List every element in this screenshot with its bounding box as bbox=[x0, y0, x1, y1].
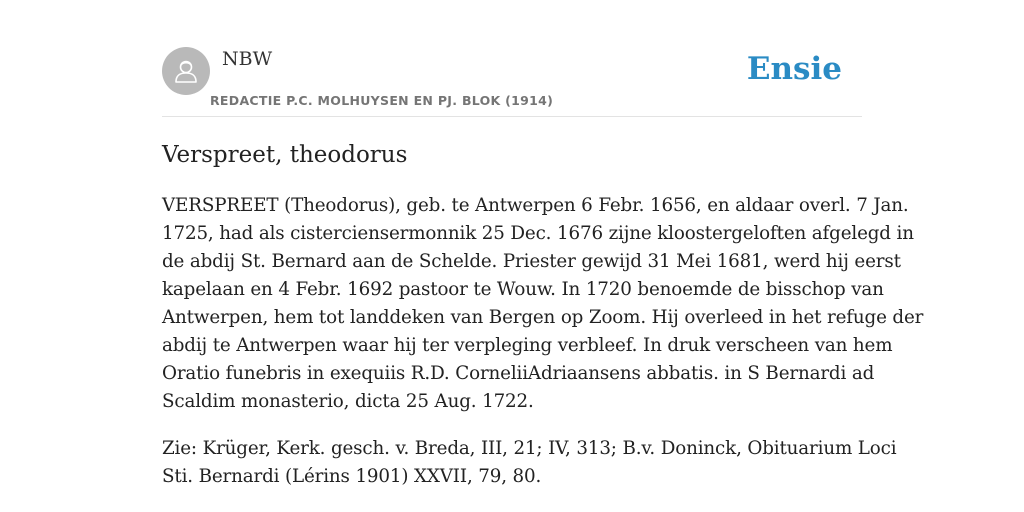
article-paragraph bbox=[162, 192, 924, 416]
author-name[interactable]: NBW bbox=[222, 48, 273, 70]
text-line: Oratio funebris in exequiis R.D. CorneliiAdriaansens abbatis. in S Bernardi ad bbox=[162, 363, 875, 384]
header bbox=[162, 0, 862, 117]
text-line: Sti. Bernardi (Lérins 1901) XXVII, 79, 80. bbox=[162, 466, 542, 487]
text-line: de abdij St. Bernard aan de Schelde. Priester gewijd 31 Mei 1681, werd hij eerst bbox=[162, 251, 901, 272]
article-body bbox=[162, 192, 924, 491]
text-line: Antwerpen, hem tot landdeken van Bergen op Zoom. Hij overleed in het refuge der bbox=[162, 307, 924, 328]
text-line: Scaldim monasterio, dicta 25 Aug. 1722. bbox=[162, 391, 534, 412]
text-line: 1725, had als cisterciensermonnik 25 Dec. 1676 zijne kloostergeloften afgelegd in bbox=[162, 223, 914, 244]
article-title: Verspreet, theodorus bbox=[162, 142, 408, 168]
user-icon bbox=[162, 47, 210, 95]
author-subtitle: REDACTIE P.C. MOLHUYSEN EN PJ. BLOK (1914) bbox=[210, 93, 554, 108]
ensie-logo[interactable]: Ensie bbox=[746, 51, 842, 87]
text-line: abdij te Antwerpen waar hij ter verpleging verbleef. In druk verscheen van hem bbox=[162, 335, 893, 356]
author-avatar[interactable] bbox=[162, 47, 210, 95]
text-line: Zie: Krüger, Kerk. gesch. v. Breda, III, 21; IV, 313; B.v. Doninck, Obituarium Loci bbox=[162, 438, 897, 459]
text-line: kapelaan en 4 Febr. 1692 pastoor te Wouw. In 1720 benoemde de bisschop van bbox=[162, 279, 884, 300]
page bbox=[162, 0, 924, 487]
text-line: VERSPREET (Theodorus), geb. te Antwerpen 6 Febr. 1656, en aldaar overl. 7 Jan. bbox=[162, 195, 909, 216]
article-paragraph bbox=[162, 435, 897, 491]
